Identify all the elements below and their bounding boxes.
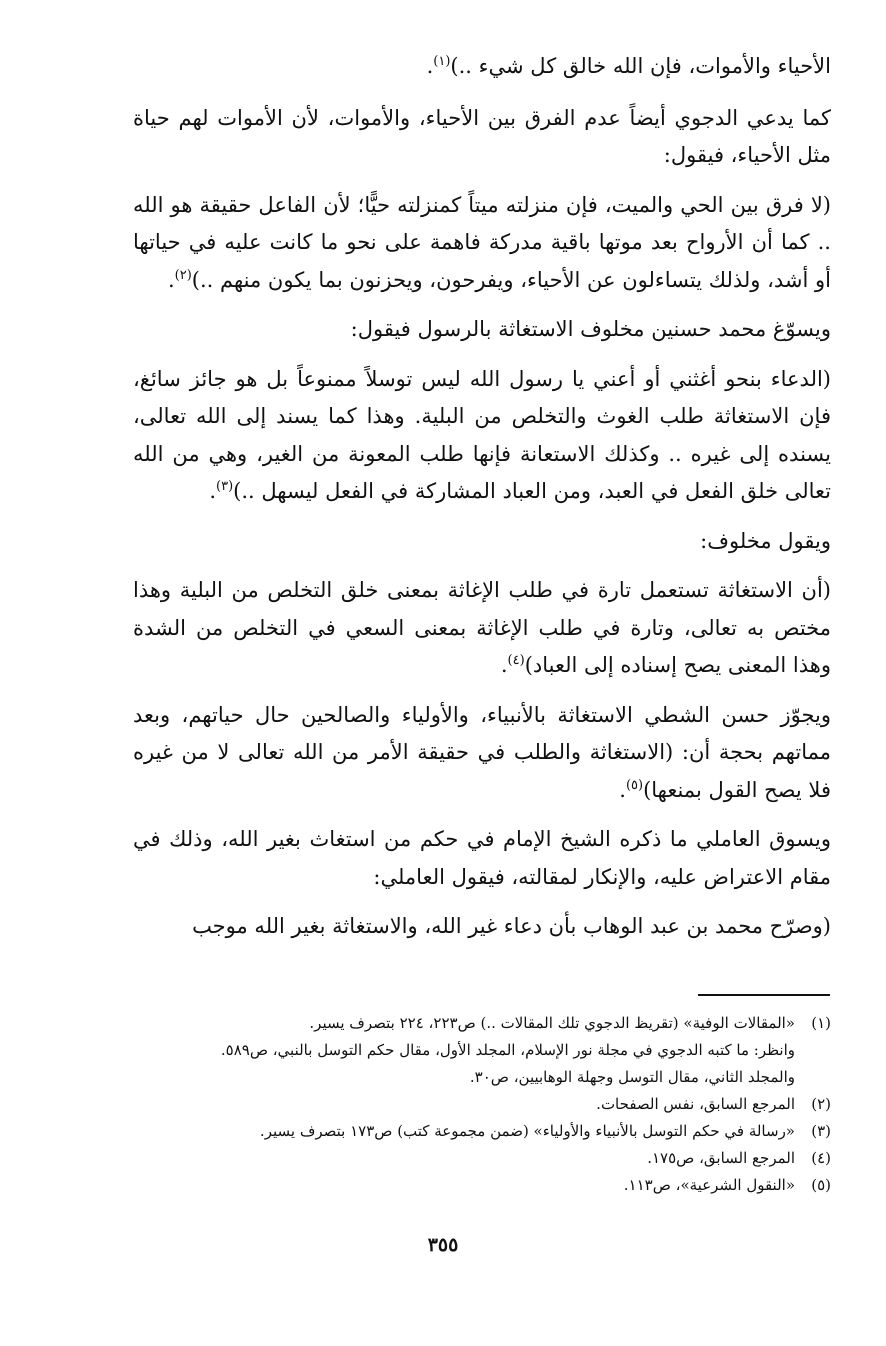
footnote-item	[133, 1145, 831, 1172]
footnote-ref: (٥)	[625, 777, 644, 793]
footnote-ref: (١)	[433, 54, 451, 69]
footnote-text: المرجع السابق، نفس الصفحات.	[596, 1095, 795, 1113]
footnote-ref: (٤)	[507, 653, 525, 668]
paragraph: (أن الاستغاثة تستعمل تارة في طلب الإغاثة بمعنى خلق التخلص من البلية وهذا مختص به تعالى، وتارة في طلب الإغاثة بمعنى السعي في التخلص من الشدة وهذا المعنى يصح إسناده إلى العباد)$^{(٤)}$.	[133, 578, 831, 677]
footnote-separator	[698, 994, 830, 996]
footnote-number: (٤)	[811, 1149, 831, 1167]
footnote-ref: (٢)	[174, 267, 192, 283]
paragraph: (وصرّح محمد بن عبد الوهاب بأن دعاء غير الله، والاستغاثة بغير الله موجب	[192, 914, 831, 938]
footnote-number: (٢)	[811, 1095, 831, 1113]
paragraph: ويسوّغ محمد حسنين مخلوف الاستغاثة بالرسول فيقول:	[350, 317, 831, 341]
paragraph: ويسوق العاملي ما ذكره الشيخ الإمام في حكم من استغاث بغير الله، وذلك في مقام الاعتراض عليه، والإنكار لمقالته، فيقول العاملي:	[133, 827, 831, 889]
main-text	[133, 48, 831, 958]
footnote-text: وانظر: ما كتبه الدجوي في مجلة نور الإسلام، المجلد الأول، مقال حكم التوسل بالنبي، ص٥٨٩.	[220, 1041, 795, 1059]
paragraph: (الدعاء بنحو أغثني أو أعني يا رسول الله ليس توسلاً ممنوعاً بل هو جائز سائغ، فإن الاستغاثة طلب الغوث والتخلص من البلية. وهذا كما يسند إلى الله تعالى، يسنده إلى غيره .. وكذلك الاستعانة فإنها طلب المعونة من الغير، وهي من الله تعالى خلق الفعل في العبد، ومن العباد المشاركة في الفعل ليسهل ..)$^{(٣)}$.	[133, 366, 831, 503]
footnote-item	[133, 1064, 831, 1091]
footnote-number	[795, 1064, 831, 1091]
footnote-text: المرجع السابق، ص١٧٥.	[647, 1149, 795, 1167]
footnote-item	[133, 1037, 831, 1064]
footnote-text: «المقالات الوفية» (تقريظ الدجوي تلك المقالات ..) ص٢٢٣، ٢٢٤ بتصرف يسير.	[309, 1014, 795, 1032]
page-number: ٣٥٥	[427, 1234, 459, 1256]
footnote-item	[133, 1010, 831, 1037]
paragraph: الأحياء والأموات، فإن الله خالق كل شيء ..)$^{(١)}$.	[426, 54, 831, 78]
footnote-item	[133, 1091, 831, 1118]
footnote-ref: (٣)	[216, 479, 234, 494]
footnote-text: والمجلد الثاني، مقال التوسل وجهلة الوهابيين، ص٣٠.	[469, 1068, 795, 1086]
footnote-number: (٥)	[811, 1176, 831, 1194]
paragraph: ويقول مخلوف:	[700, 528, 831, 553]
footnotes	[133, 1010, 831, 1199]
footnote-number	[795, 1037, 831, 1064]
footnote-item	[133, 1118, 831, 1145]
footnote-text: «رسالة في حكم التوسل بالأنبياء والأولياء» (ضمن مجموعة كتب) ص١٧٣ بتصرف يسير.	[259, 1122, 795, 1140]
footnote-number: (٣)	[811, 1122, 831, 1140]
paragraph: (لا فرق بين الحي والميت، فإن منزلته ميتاً كمنزلته حيًّا؛ لأن الفاعل حقيقة هو الله .. كما أن الأرواح بعد موتها باقية مدركة فاهمة على نحو ما كانت عليه في حياتها أو أشد، ولذلك يتساءلون عن الأحياء، ويفرحون، ويحزنون بما يكون منهم ..)$^{(٢)}$.	[133, 192, 831, 292]
paragraph: كما يدعي الدجوي أيضاً عدم الفرق بين الأحياء، والأموات، لأن الأموات لهم حياة مثل الأحياء، فيقول:	[133, 105, 831, 167]
footnote-number: (١)	[811, 1014, 831, 1032]
footnote-text: «النقول الشرعية»، ص١١٣.	[623, 1176, 795, 1194]
paragraph: ويجوّز حسن الشطي الاستغاثة بالأنبياء، والأولياء والصالحين حال حياتهم، وبعد مماتهم بحجة أن: (الاستغاثة والطلب في حقيقة الأمر من الله تعالى لا من غيره فلا يصح القول بمنعها)$^{(٥)}$.	[133, 702, 831, 802]
footnote-item	[133, 1172, 831, 1199]
